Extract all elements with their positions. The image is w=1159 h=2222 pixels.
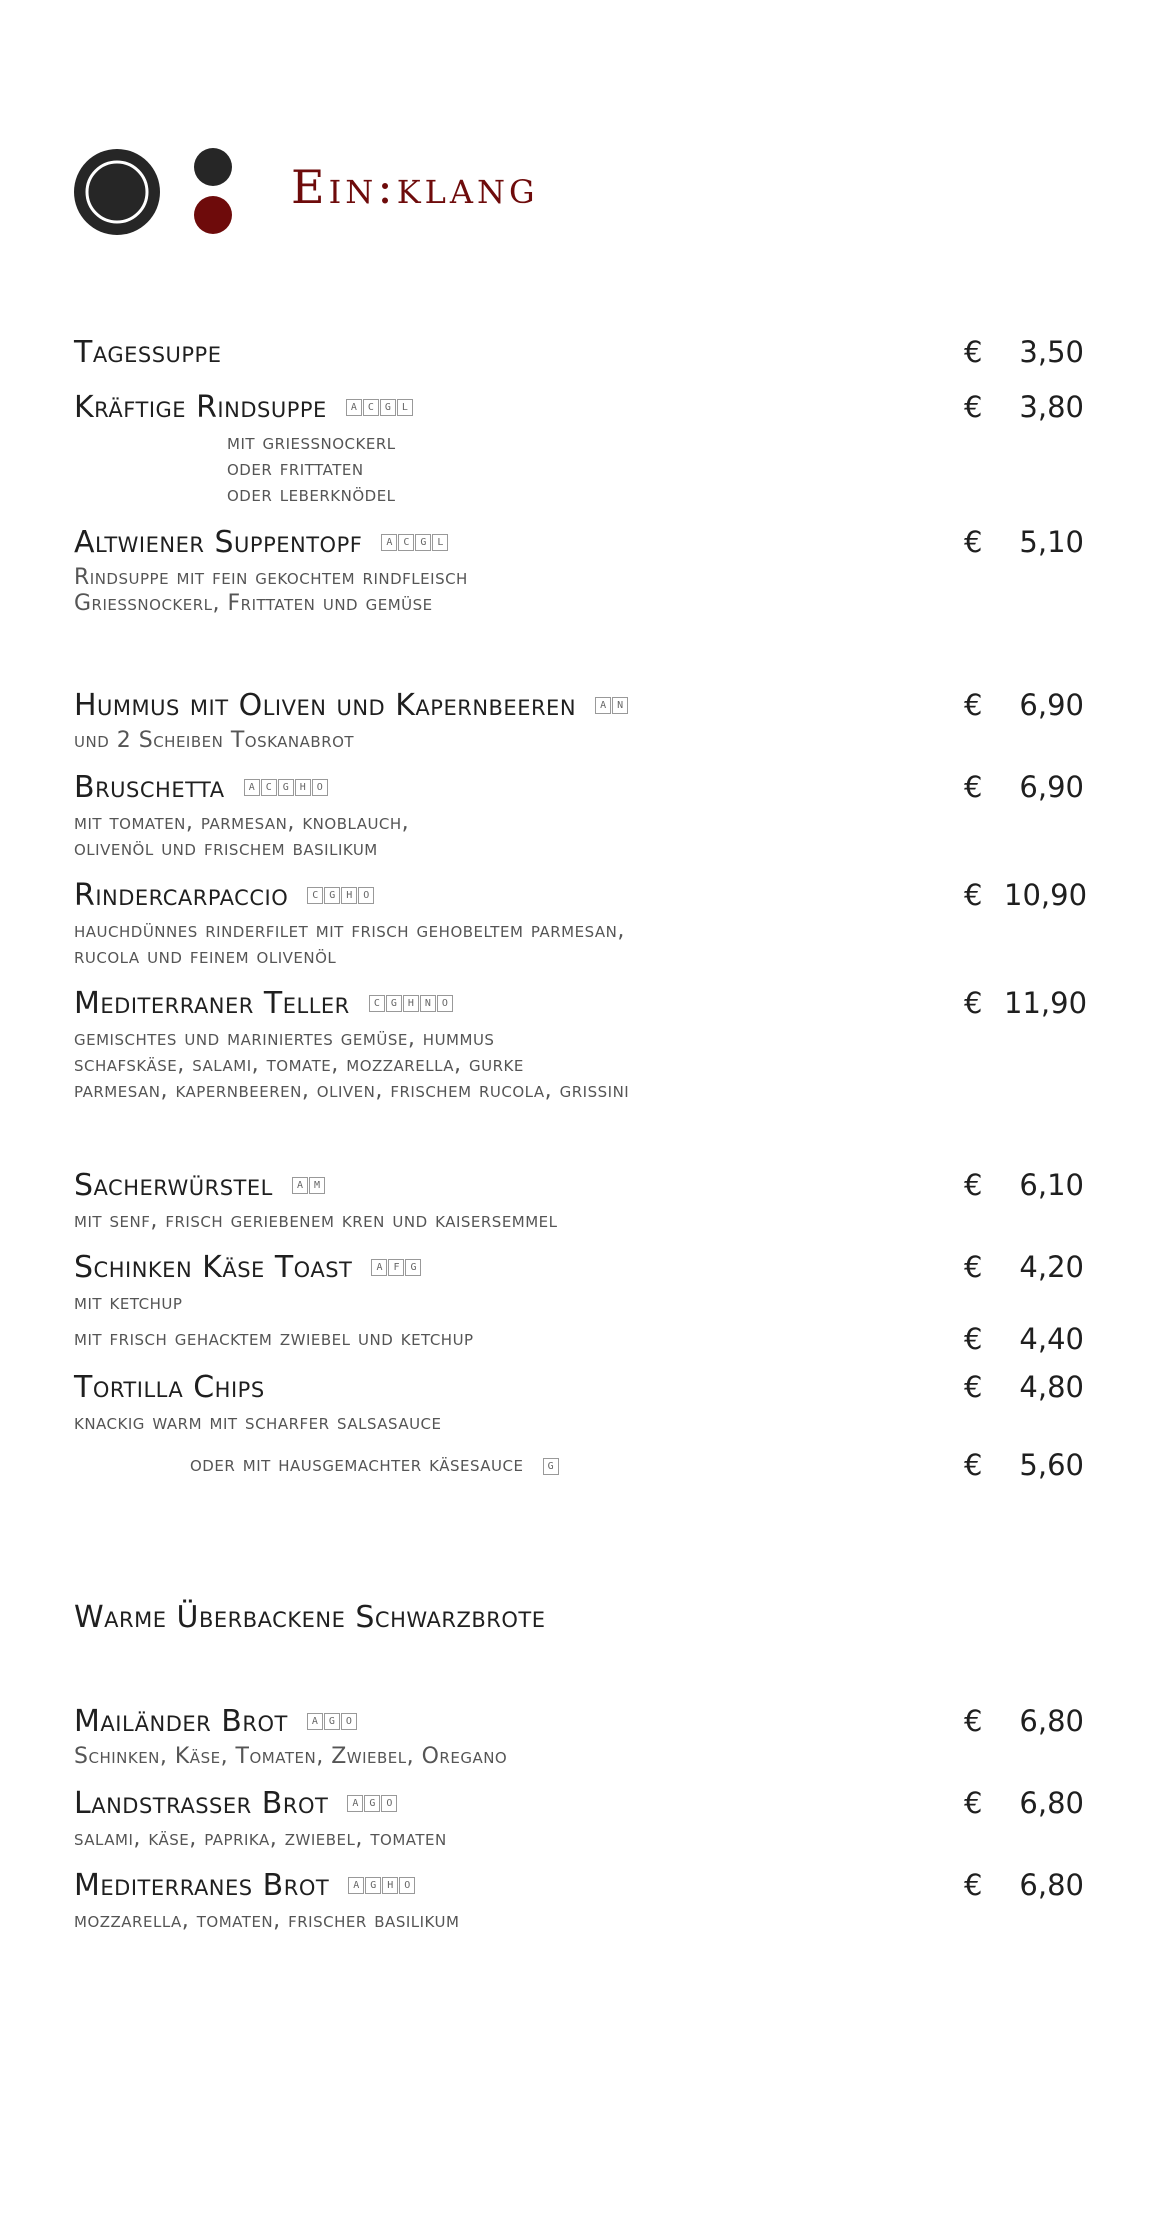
item-description: oder leberknödel [227, 482, 396, 507]
item-variant [74, 1322, 1084, 1356]
allergen-codes: C G H O [307, 887, 375, 904]
item-price: € 4,20 [964, 1250, 1084, 1284]
menu-item [74, 1704, 1084, 1770]
allergen-codes: A C G L [381, 534, 449, 551]
menu-item [74, 770, 1084, 862]
item-description: salami, käse, paprika, zwiebel, tomaten [74, 1826, 447, 1851]
item-description: oder frittaten [227, 456, 364, 481]
item-description: gemischtes und mariniertes gemüse, hummus [74, 1026, 495, 1051]
variant-price: € 5,60 [964, 1448, 1084, 1482]
item-name: Kräftige Rindsuppe [74, 390, 327, 425]
allergen-codes: A M [292, 1177, 326, 1194]
item-price: € 6,80 [964, 1704, 1084, 1738]
item-price: € 10,90 [964, 878, 1088, 912]
item-description: mit senf, frisch geriebenem kren und kaisersemmel [74, 1208, 558, 1233]
item-description: Griessnockerl, Frittaten und gemüse [74, 591, 433, 616]
menu-item [74, 1168, 1084, 1234]
menu-item [74, 1786, 1084, 1852]
item-description: und 2 Scheiben Toskanabrot [74, 728, 355, 753]
variant-description: oder mit hausgemachter käsesauce [190, 1452, 524, 1477]
allergen-codes: A G O [307, 1713, 358, 1730]
item-name: Tortilla Chips [74, 1370, 265, 1405]
item-description: schafskäse, salami, tomate, mozzarella, gurke [74, 1052, 524, 1077]
item-name: Hummus mit Oliven und Kapernbeeren [74, 688, 577, 723]
menu-item [74, 986, 1088, 1104]
item-description: parmesan, kapernbeeren, oliven, frischem rucola, grissini [74, 1078, 630, 1103]
item-description: hauchdünnes rinderfilet mit frisch gehobeltem parmesan, [74, 918, 625, 943]
menu-item [74, 335, 1084, 375]
item-price: € 11,90 [964, 986, 1088, 1020]
item-price: € 6,80 [964, 1868, 1084, 1902]
item-price: € 6,80 [964, 1786, 1084, 1820]
menu-item [74, 688, 1084, 754]
menu-item [74, 1250, 1084, 1356]
item-price: € 4,80 [964, 1370, 1084, 1404]
item-price: € 6,90 [964, 688, 1084, 722]
item-description: mit ketchup [74, 1290, 183, 1315]
item-name: Mediterranes Brot [74, 1868, 330, 1903]
item-description: rucola und feinem olivenöl [74, 944, 337, 969]
item-price: € 5,10 [964, 525, 1084, 559]
menu-item [74, 1370, 1084, 1482]
allergen-codes: A C G H O [244, 779, 329, 796]
item-description: olivenöl und frischem basilikum [74, 836, 378, 861]
menu-item [74, 878, 1088, 970]
section-heading [74, 1600, 1084, 1635]
item-description: Rindsuppe mit fein gekochtem rindfleisch [74, 565, 468, 590]
item-name: Schinken Käse Toast [74, 1250, 353, 1285]
item-name: Sacherwürstel [74, 1168, 273, 1203]
item-name: Mediterraner Teller [74, 986, 350, 1021]
item-description: mit griessnockerl [227, 430, 396, 455]
allergen-codes: C G H N O [369, 995, 454, 1012]
allergen-codes: A C G L [346, 399, 414, 416]
allergen-codes: A G O [347, 1795, 398, 1812]
item-name: Tagessuppe [74, 335, 222, 370]
allergen-codes: A N [595, 697, 629, 714]
item-name: Mailänder Brot [74, 1704, 288, 1739]
item-description: mit tomaten, parmesan, knoblauch, [74, 810, 410, 835]
item-price: € 6,90 [964, 770, 1084, 804]
item-price: € 3,80 [964, 390, 1084, 424]
menu-item [74, 1868, 1084, 1934]
allergen-codes: A F G [371, 1259, 422, 1276]
section-title: Warme Überbackene Schwarzbrote [74, 1600, 546, 1635]
item-name: Rindercarpaccio [74, 878, 289, 913]
item-variant [74, 1448, 1084, 1482]
item-name: Bruschetta [74, 770, 225, 805]
item-price: € 3,50 [964, 335, 1084, 369]
variant-description: mit frisch gehacktem zwiebel und ketchup [74, 1326, 474, 1351]
allergen-codes: G [543, 1458, 560, 1475]
brand-name: Ein:klang [291, 160, 539, 214]
menu-item [74, 525, 1084, 617]
item-description: Schinken, Käse, Tomaten, Zwiebel, Oregano [74, 1744, 508, 1769]
logo-icon [72, 147, 237, 237]
menu-item [74, 390, 1084, 508]
variant-price: € 4,40 [964, 1322, 1084, 1356]
item-price: € 6,10 [964, 1168, 1084, 1202]
item-description: mozzarella, tomaten, frischer basilikum [74, 1908, 460, 1933]
item-name: Landstrasser Brot [74, 1786, 329, 1821]
allergen-codes: A G H O [348, 1877, 416, 1894]
item-description: knackig warm mit scharfer salsasauce [74, 1410, 442, 1435]
item-name: Altwiener Suppentopf [74, 525, 363, 560]
